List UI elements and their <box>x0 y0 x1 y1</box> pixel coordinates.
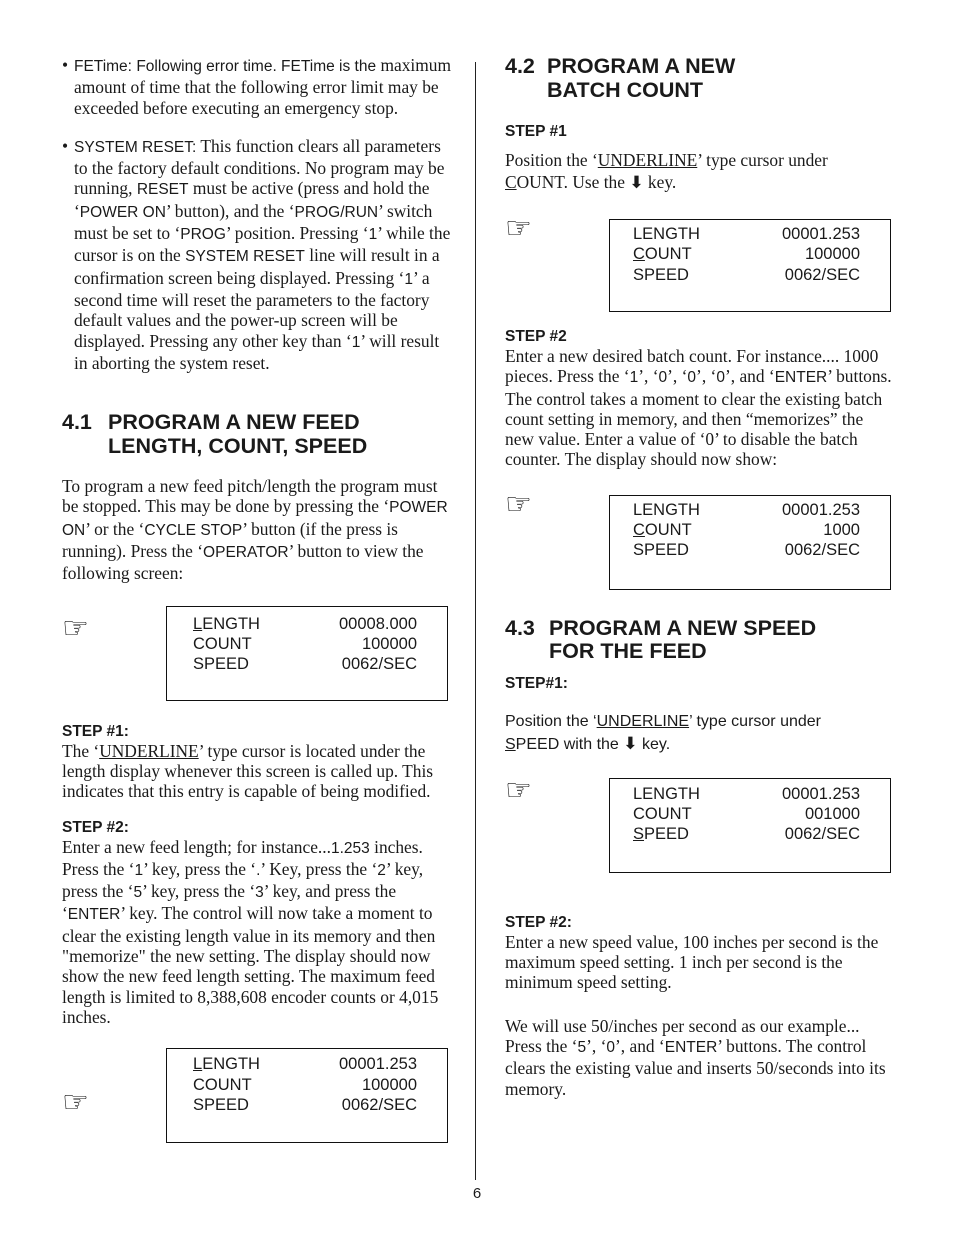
lcd-value: 00001.253 <box>782 784 860 803</box>
key-power-on: POWER ON <box>79 203 166 221</box>
lcd-row-count <box>633 520 860 540</box>
bullet-dot: • <box>62 135 69 156</box>
screen-row <box>62 1048 452 1143</box>
fetime-description: maximum amount of time that the following error limit may be exceeded before executing an emergency stop. <box>74 55 451 118</box>
text-run: ’ will result in aborting the system reset. <box>74 330 440 373</box>
text-run: ’, ‘ <box>667 366 688 387</box>
text-run: ’ key, press the ‘ <box>142 881 256 902</box>
lcd-label <box>193 1054 260 1074</box>
section-title-line: PROGRAM A NEW FEED <box>108 410 360 435</box>
section-4-1-intro <box>62 476 452 583</box>
label-text: SPEED <box>193 1095 249 1114</box>
screen-row <box>62 606 452 701</box>
text-run: key. <box>647 172 677 192</box>
key-one: 1 <box>629 369 639 387</box>
text-run: ’ buttons. The control clears the existing value and inserts 50/seconds into its memory. <box>505 1035 886 1099</box>
text-run: ’, and ‘ <box>724 366 775 387</box>
section-title-line: PROGRAM A NEW <box>547 54 736 78</box>
lcd-value: 00001.253 <box>339 1055 417 1074</box>
lcd-value: 0062/SEC <box>341 1095 417 1114</box>
step-1-text <box>505 149 895 194</box>
key-one: 1 <box>351 333 361 351</box>
section-heading-4-3 <box>505 617 895 664</box>
lcd-label <box>193 1075 252 1095</box>
lcd-row-length <box>193 1054 417 1074</box>
text-run: ’, and ‘ <box>614 1035 665 1056</box>
screen-row <box>505 211 895 309</box>
label-text: SPEED <box>193 655 249 674</box>
step-1-text <box>62 741 452 802</box>
label-text: COUNT <box>193 634 252 653</box>
section-heading-4-2 <box>505 55 895 102</box>
label-text: LENGTH <box>633 225 700 243</box>
text-run: must be active (press and hold the ‘ <box>74 178 430 221</box>
text-run: ’ a second time will reset the parameters to the factory default values and the power-up screen will be displayed. Pressing any other key than ‘ <box>74 267 430 351</box>
lcd-value: 0062/SEC <box>784 265 860 284</box>
text-run: ’ key, and press the ‘ <box>62 881 397 924</box>
text-run: We will use 50/inches per second as our example... Press the ‘ <box>505 1015 860 1056</box>
underline-word: UNDERLINE <box>596 712 690 730</box>
lcd-label <box>193 1095 249 1115</box>
cursor-char: L <box>193 1055 203 1074</box>
key-three: 3 <box>255 884 264 902</box>
text-run: The ‘ <box>62 740 100 761</box>
text-run: ’ button), and the ‘ <box>165 200 295 221</box>
key-dot: . <box>256 861 261 879</box>
text-run: To program a new feed pitch/length the program must be stopped. This may be done by pressing the ‘ <box>62 476 438 517</box>
label-text: ENGTH <box>202 1055 260 1074</box>
lcd-row-length <box>193 614 417 634</box>
lcd-value: 100000 <box>804 245 860 264</box>
label-text: OUNT <box>644 521 692 540</box>
text-run: ’ key, press the ‘ <box>143 858 257 879</box>
lcd-row-speed <box>633 265 860 285</box>
system-reset-term: SYSTEM RESET: <box>74 138 197 156</box>
lcd-label <box>633 520 692 540</box>
lcd-label <box>193 614 260 634</box>
lcd-value: 001000 <box>804 805 860 824</box>
step-2-text <box>62 837 452 1028</box>
section-heading-4-1 <box>62 411 452 458</box>
label-text: COUNT <box>193 1075 252 1094</box>
lcd-screen-speed-cursor <box>609 778 891 873</box>
label-text: PEED <box>644 825 689 844</box>
lcd-row-speed <box>633 540 860 560</box>
label-text: COUNT <box>633 805 692 824</box>
lcd-value: 1000 <box>823 521 860 540</box>
text-run: ’ while the cursor is on the <box>74 223 451 266</box>
key-cycle-stop: CYCLE STOP <box>144 521 243 539</box>
text-run: ’ position. Pressing ‘ <box>225 223 369 244</box>
section-title-line: LENGTH, COUNT, SPEED <box>108 433 368 458</box>
label-text: LENGTH <box>633 784 700 803</box>
text-run: ’ type cursor under <box>697 150 828 170</box>
section-number: 4.3 <box>505 615 535 640</box>
text-run: ’ button to view the following screen: <box>62 541 424 584</box>
text-run: line will result in a confirmation screen being displayed. Pressing ‘ <box>74 245 440 288</box>
bullet-fetime <box>62 55 452 118</box>
fetime-term: FETime: <box>74 58 132 75</box>
text-run: inches. Press the ‘ <box>62 836 423 879</box>
right-column <box>505 55 895 1099</box>
text-run: ’ switch must be set to ‘ <box>74 200 433 244</box>
text-run: ’, ‘ <box>696 366 717 387</box>
lcd-label <box>633 540 689 560</box>
left-column <box>62 55 452 1143</box>
text-run: PEED with the <box>515 735 619 753</box>
lcd-value: 00008.000 <box>339 614 417 633</box>
lcd-label <box>633 224 700 244</box>
step-2-text: Enter a new speed value, 100 inches per second is the maximum speed setting. 1 inch per second is the minimum speed setting. <box>505 931 879 993</box>
text-run: ’ buttons. The control takes a moment to clear the existing batch count setting in memory, and then “memorizes” the new value. Enter a value of ‘0’ to disable the batch counter. The display should now show: <box>505 366 892 470</box>
bullet-system-reset <box>62 136 452 373</box>
label-text: SPEED <box>633 265 689 284</box>
cursor-char: L <box>193 614 203 633</box>
section-title-line: FOR THE FEED <box>549 639 707 664</box>
label-text: LENGTH <box>633 500 700 519</box>
key-reset: RESET <box>136 181 189 199</box>
key-value: 1.253 <box>330 839 370 857</box>
key-zero: 0 <box>658 369 668 387</box>
text-run: This function clears all parameters to the factory default conditions. No program may be running, <box>74 135 445 199</box>
cursor-char: S <box>505 735 516 753</box>
label-text: SPEED <box>633 541 689 560</box>
step-heading: STEP #2 <box>505 328 567 345</box>
label-text: ENGTH <box>202 614 260 633</box>
lcd-label <box>633 804 692 824</box>
lcd-screen-initial <box>166 606 448 701</box>
key-zero: 0 <box>687 369 697 387</box>
page-number: 6 <box>472 1185 482 1202</box>
pointing-hand-icon: ☞ <box>62 610 89 646</box>
key-one: 1 <box>368 226 378 244</box>
down-arrow-icon: ⬇ <box>629 173 644 193</box>
key-one: 1 <box>404 270 413 288</box>
text-run: Position the ‘ <box>505 712 597 730</box>
lcd-row-speed <box>193 654 417 674</box>
key-zero: 0 <box>606 1038 615 1056</box>
lcd-label <box>633 824 689 844</box>
step-2-example-text <box>505 1016 895 1099</box>
text-run: OUNT. Use the <box>516 172 625 192</box>
text-run: ’, ‘ <box>638 366 659 387</box>
key-two: 2 <box>377 861 386 879</box>
text-run: ’ key. The control will now take a moment to clear the existing length value in its memory and then "memorize" the new setting. The display should now show the new feed length setting. The maximum feed length is limited to 8,388,608 encoder counts or 4,015 inches. <box>62 903 439 1027</box>
step-heading: STEP #1: <box>62 722 129 740</box>
section-title-line: PROGRAM A NEW SPEED <box>549 615 817 640</box>
lcd-row-count <box>193 1075 417 1095</box>
lcd-label <box>633 784 700 804</box>
lcd-value: 0062/SEC <box>341 655 417 674</box>
lcd-value: 0062/SEC <box>784 825 860 844</box>
bullet-dot: • <box>62 55 69 75</box>
underline-word: UNDERLINE <box>597 150 698 170</box>
lcd-label <box>633 265 689 285</box>
underline-word: UNDERLINE <box>99 740 199 761</box>
key-zero: 0 <box>716 369 725 387</box>
section-number: 4.2 <box>505 54 535 78</box>
lcd-row-length <box>633 784 860 804</box>
key-enter: ENTER <box>67 906 121 924</box>
key-system-reset: SYSTEM RESET <box>185 248 305 266</box>
key-operator: OPERATOR <box>203 544 289 562</box>
column-divider <box>475 62 476 1180</box>
key-one: 1 <box>134 861 144 879</box>
text-run: ’ key, press the ‘ <box>62 858 424 902</box>
lcd-value: 100000 <box>361 634 417 653</box>
lcd-screen-new-count <box>609 495 891 590</box>
pointing-hand-icon: ☞ <box>505 211 532 246</box>
text-run: Enter a new feed length; for instance... <box>62 836 331 857</box>
step-heading: STEP #2: <box>62 818 129 836</box>
key-five: 5 <box>133 884 143 902</box>
key-five: 5 <box>577 1038 587 1056</box>
text-run: ’ Key, press the ‘ <box>260 858 378 879</box>
pointing-hand-icon: ☞ <box>505 772 532 808</box>
lcd-row-count <box>633 244 860 264</box>
key-prog: PROG <box>180 226 226 244</box>
cursor-char: C <box>633 245 645 264</box>
text-run: ’ type cursor under <box>689 712 821 730</box>
key-prog-run: PROG/RUN <box>294 203 379 221</box>
lcd-value: 0062/SEC <box>784 541 860 560</box>
lcd-label <box>193 654 249 674</box>
text-run: ’, ‘ <box>586 1035 607 1056</box>
cursor-char: C <box>633 521 645 540</box>
lcd-row-speed <box>633 824 860 844</box>
text-run: ’ type cursor is located under the length display whenever this screen is called up. This indicates that this entry is capable of being modified. <box>62 740 434 802</box>
screen-row <box>505 486 895 585</box>
lcd-label <box>633 244 692 264</box>
key-enter: ENTER <box>774 369 828 387</box>
fetime-definition: Following error time. FETime is the <box>136 58 377 75</box>
cursor-char: S <box>633 825 645 844</box>
down-arrow-icon: ⬇ <box>623 733 638 754</box>
section-number: 4.1 <box>62 410 92 435</box>
text-run: ’ button (if the press is running). Press the ‘ <box>62 518 398 562</box>
lcd-row-count <box>193 634 417 654</box>
lcd-screen-count-cursor <box>609 219 891 312</box>
lcd-value: 100000 <box>361 1075 417 1094</box>
screen-row <box>505 772 895 871</box>
lcd-screen-new-length <box>166 1048 448 1143</box>
lcd-value: 00001.253 <box>782 500 860 519</box>
text-run: ’ or the ‘ <box>85 518 145 539</box>
step-2-text <box>505 346 895 470</box>
section-title-line: BATCH COUNT <box>547 77 704 102</box>
text-run: key. <box>641 735 671 753</box>
pointing-hand-icon: ☞ <box>62 1085 89 1121</box>
key-enter: ENTER <box>664 1038 718 1056</box>
lcd-row-count <box>633 804 860 824</box>
pointing-hand-icon: ☞ <box>505 486 532 522</box>
lcd-row-length <box>633 500 860 520</box>
label-text: OUNT <box>644 245 692 264</box>
key-power-on: POWER ON <box>62 499 448 539</box>
step-heading: STEP #2: <box>505 913 572 931</box>
text-run: Position the ‘ <box>505 150 598 170</box>
step-heading: STEP #1 <box>505 123 567 140</box>
text-run: Enter a new desired batch count. For instance.... 1000 pieces. Press the ‘ <box>505 346 879 387</box>
lcd-value: 00001.253 <box>782 225 860 243</box>
lcd-label <box>193 634 252 654</box>
lcd-label <box>633 500 700 520</box>
cursor-char: C <box>505 172 517 192</box>
step-1-text <box>505 711 895 756</box>
lcd-row-speed <box>193 1095 417 1115</box>
step-heading: STEP#1: <box>505 674 568 692</box>
lcd-row-length <box>633 224 860 244</box>
